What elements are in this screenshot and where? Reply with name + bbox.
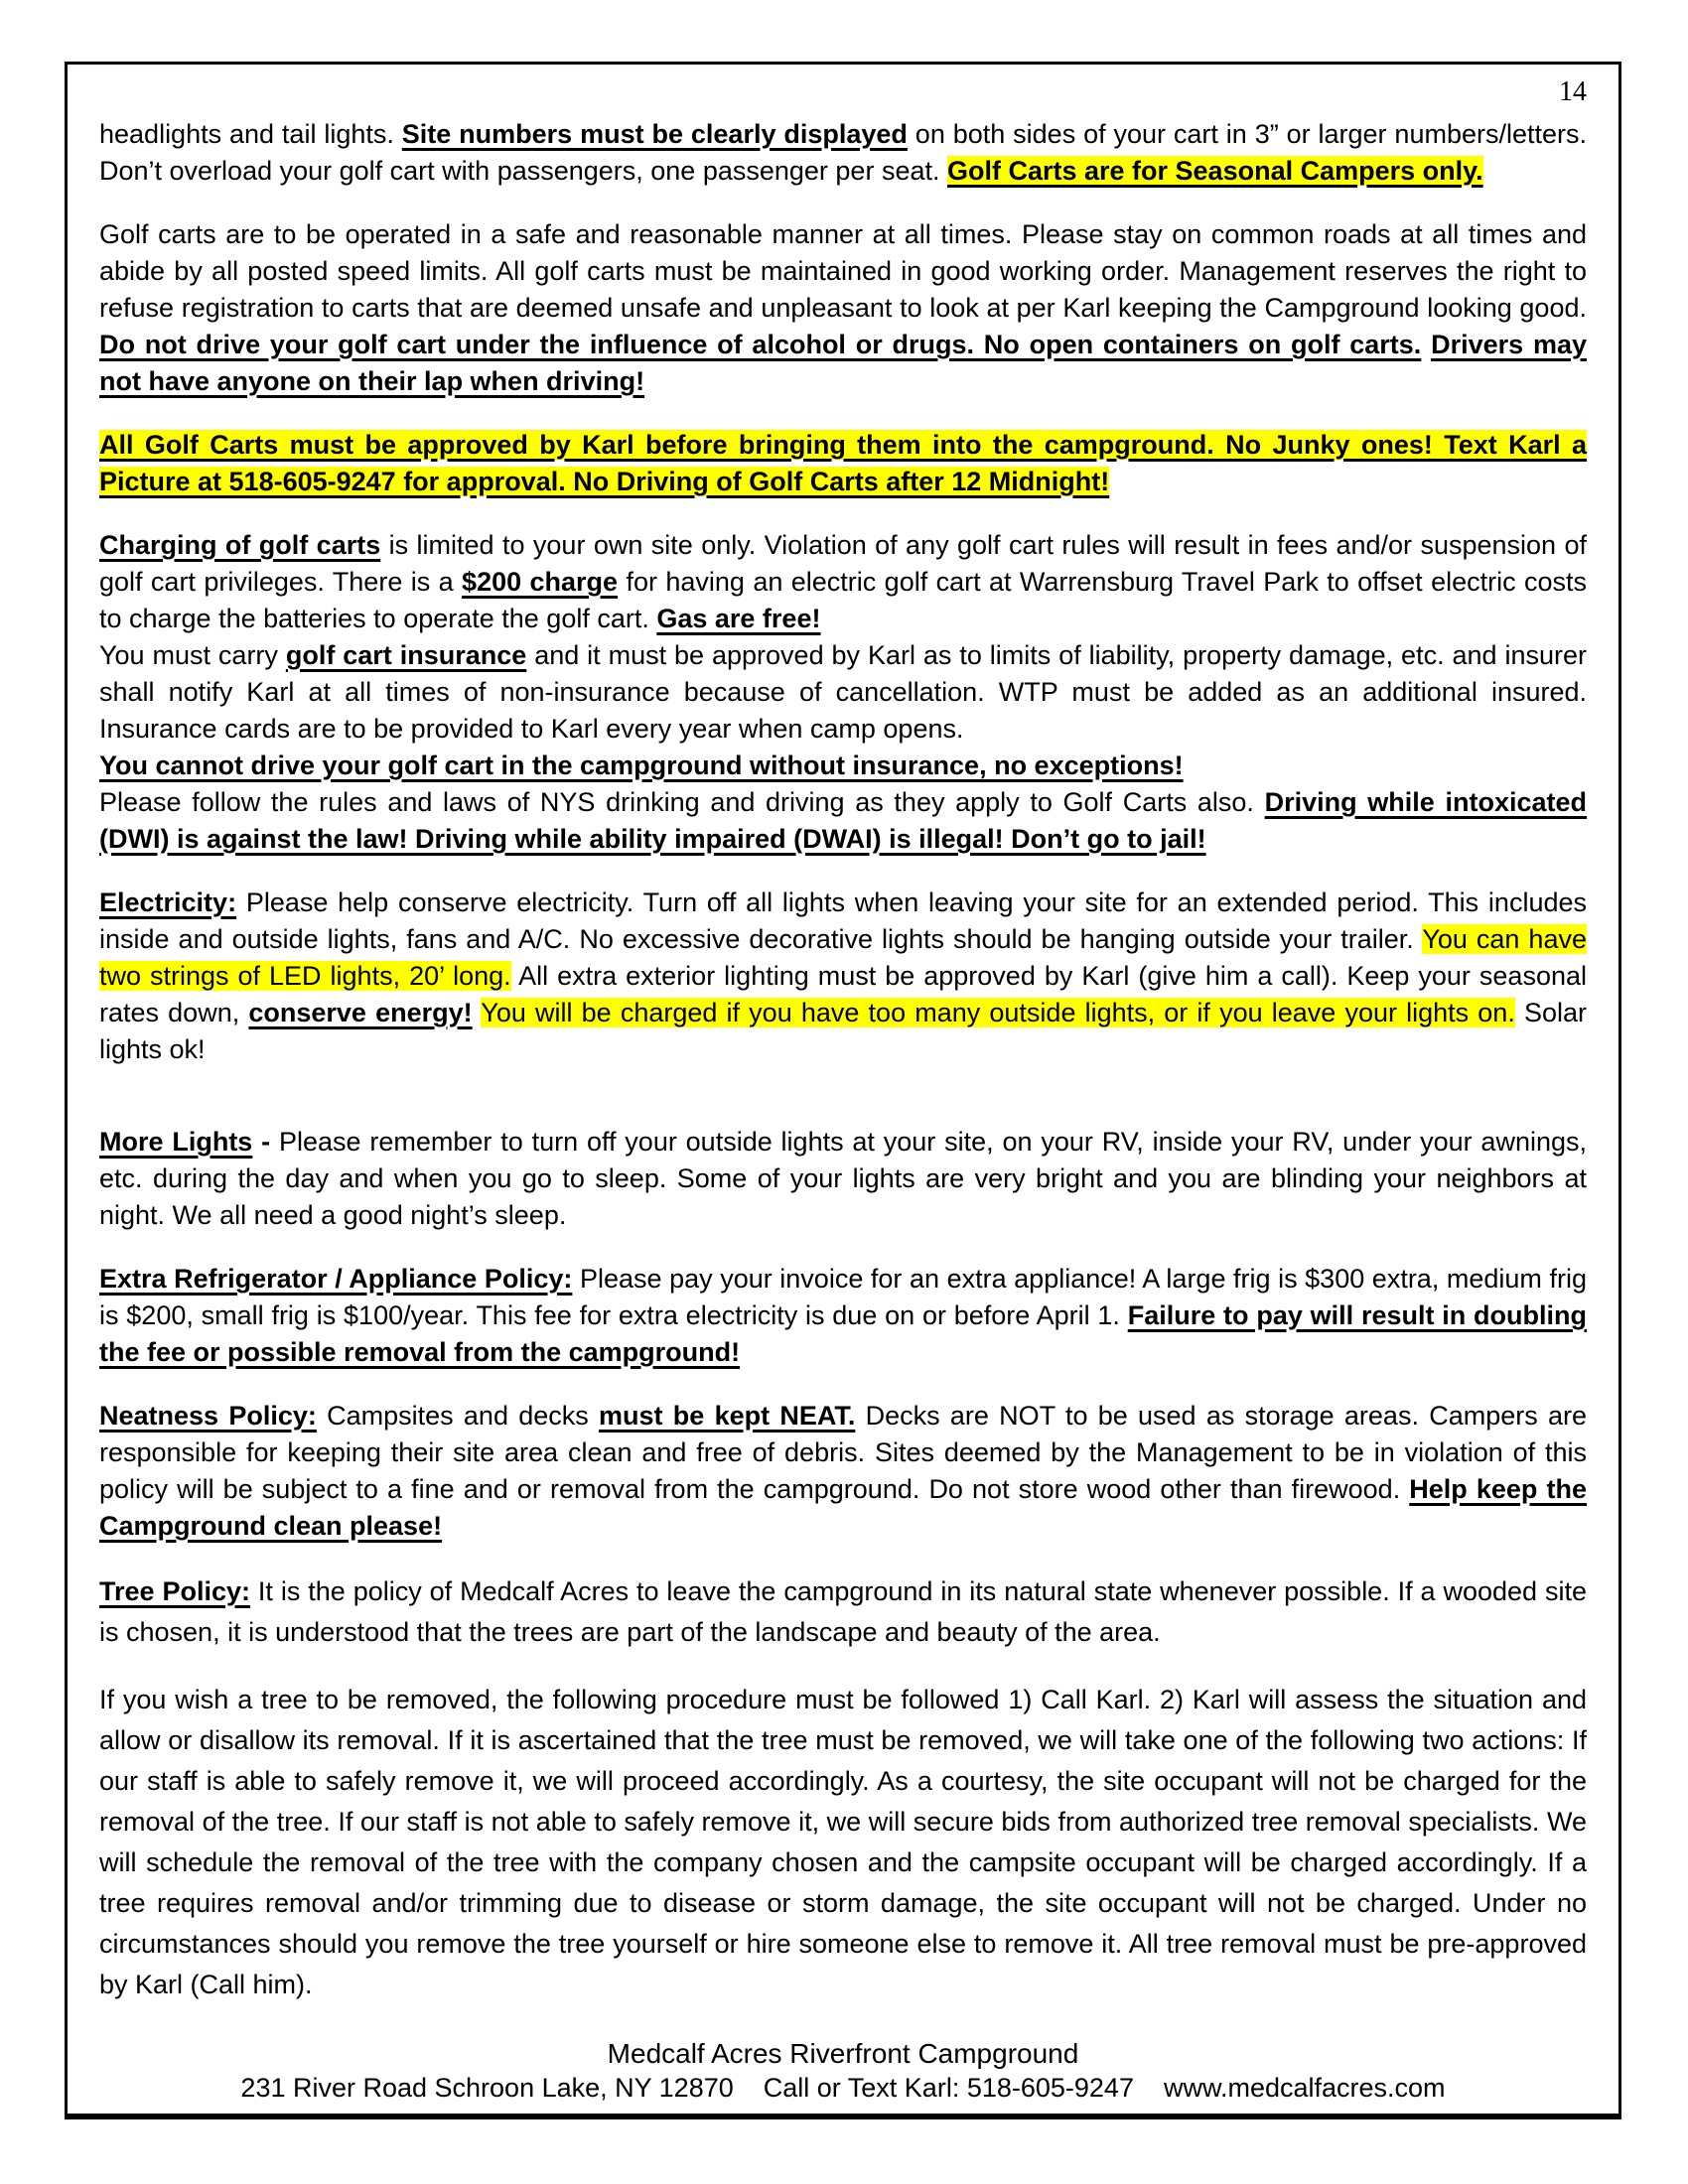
text-run: and it must be approved by Karl as to limits of liability, property damage, etc. and insurer shall notify Karl at all times of non-insurance because of cancellation. WTP must be added as an additional insured. Insurance cards are to be provided to Karl every year when camp opens. (99, 640, 1588, 744)
paragraph-golf-cart-approval-notice (99, 427, 1587, 500)
text-run: It is the policy of Medcalf Acres to leave the campground in its natural state whenever possible. If a wooded site is chosen, it is understood that the trees are part of the landscape and beauty of the area. (99, 1576, 1587, 1647)
text-run: - (252, 1127, 279, 1157)
text-run: You must carry (99, 640, 286, 670)
footer-phone: Call or Text Karl: 518-605-9247 (763, 2073, 1134, 2103)
text-run: on both sides of your cart in 3” or larger numbers/letters. Don’t overload your golf cart with passengers, one passenger per seat. (99, 119, 1588, 186)
paragraph-charging-policy (99, 527, 1587, 637)
text-run: is limited to your own site only. Violation of any golf cart rules will result in fees and/or suspension of golf cart privileges. There is a (99, 530, 1587, 597)
text-run: More Lights (99, 1127, 253, 1157)
text-run: Site numbers must be clearly displayed (401, 119, 908, 149)
text-run: Golf Carts are for Seasonal Campers only. (946, 156, 1483, 186)
text-run: Please pay your invoice for an extra appliance! A large frig is $300 extra, medium frig is $200, small frig is $100/year. This fee for extra electricity is due on or before April 1. (99, 1264, 1587, 1330)
paragraph-dwi-warning (99, 784, 1587, 858)
text-run: You can have two strings of LED lights, 20’ long. (99, 924, 1587, 991)
text-run: Drivers may not have anyone on their lap when driving! (99, 330, 1587, 396)
text-run: All extra exterior lighting must be approved by Karl (give him a call). Keep your seasonal rates down, (99, 961, 1587, 1027)
text-run: conserve energy! (248, 998, 473, 1027)
text-run: must be kept NEAT. (599, 1401, 856, 1431)
paragraph-golf-cart-continuation (99, 116, 1587, 190)
footer-contact-line (68, 2072, 1618, 2104)
text-run: Extra Refrigerator / Appliance Policy: (99, 1264, 573, 1294)
text-run: Please follow the rules and laws of NYS drinking and driving as they apply to Golf Carts also. (99, 787, 1265, 817)
text-run: If you wish a tree to be removed, the following procedure must be followed 1) Call Karl. 2) Karl will assess the situation and allow or disallow its removal. If it is ascertained that the tree must be removed, we will take one of the following two actions: If our staff is able to safely remove it, we will proceed accordingly. As a courtesy, the site occupant will not be charged for the removal of the tree. If our staff is not able to safely remove it, we will secure bids from authorized tree removal specialists. We will schedule the removal of the tree with the company chosen and the campsite occupant will be charged accordingly. If a tree requires removal and/or trimming due to disease or storm damage, the site occupant will not be charged. Under no circumstances should you remove the tree yourself or hire someone else to remove it. All tree removal must be pre-approved by Karl (Call him). (99, 1685, 1587, 1999)
text-run: You will be charged if you have too many outside lights, or if you leave your lights on. (481, 998, 1515, 1027)
paragraph-more-lights-policy (99, 1124, 1587, 1234)
text-run: Help keep the Campground clean please! (99, 1474, 1587, 1541)
text-run: All Golf Carts must be approved by Karl before bringing them into the campground. No Junky ones! Text Karl a Picture at 518-605-9247 for approval. No Driving of Golf Carts after 12 Midnight! (99, 430, 1587, 496)
page-number: 14 (1559, 76, 1587, 107)
footer-address: 231 River Road Schroon Lake, NY 12870 (240, 2073, 734, 2103)
paragraph-appliance-policy (99, 1261, 1587, 1371)
paragraph-neatness-policy (99, 1398, 1587, 1545)
text-run: $200 charge (462, 567, 619, 597)
text-run: Do not drive your golf cart under the influence of alcohol or drugs. No open containers on golf carts. (99, 330, 1422, 359)
footer-website: www.medcalfacres.com (1163, 2073, 1446, 2103)
text-run: Electricity: (99, 887, 237, 917)
text-run (1421, 330, 1431, 359)
text-run: Please remember to turn off your outside lights at your site, on your RV, inside your RV, under your awnings, etc. during the day and when you go to sleep. Some of your lights are very bright and you are blinding your neighbors at night. We all need a good night’s sleep. (99, 1127, 1587, 1230)
page-border-frame (65, 62, 1621, 2119)
text-run: Neatness Policy: (99, 1401, 317, 1431)
text-run: Solar lights ok! (99, 998, 1588, 1064)
paragraph-tree-removal-procedure (99, 1680, 1587, 2005)
text-run: Charging of golf carts (99, 530, 381, 560)
text-run: Failure to pay will result in doubling the fee or possible removal from the campground! (99, 1300, 1588, 1367)
text-run: You cannot drive your golf cart in the campground without insurance, no exceptions! (99, 751, 1184, 780)
text-run: Tree Policy: (99, 1576, 250, 1606)
text-run: Please help conserve electricity. Turn off all lights when leaving your site for an extended period. This includes inside and outside lights, fans and A/C. No excessive decorative lights should be hanging outside your trailer. (99, 887, 1587, 954)
text-run: Driving while intoxicated (DWI) is against the law! Driving while ability impaired (DWAI) is illegal! Don’t go to jail! (99, 787, 1587, 854)
text-run (473, 998, 482, 1027)
text-run: Decks are NOT to be used as storage areas. Campers are responsible for keeping their site area clean and free of debris. Sites deemed by the Management to be in violation of this policy will be subject to a fine and or removal from the campground. Do not store wood other than firewood. (99, 1401, 1588, 1504)
paragraph-insurance-requirement (99, 637, 1587, 748)
paragraph-no-insurance-warning (99, 748, 1587, 784)
footer-campground-name: Medcalf Acres Riverfront Campground (607, 2038, 1079, 2069)
text-run: Golf carts are to be operated in a safe and reasonable manner at all times. Please stay on common roads at all times and abide by all posted speed limits. All golf carts must be maintained in good working order. Management reserves the right to refuse registration to carts that are deemed unsafe and unpleasant to look at per Karl keeping the Campground looking good. (99, 219, 1587, 323)
text-run: Campsites and decks (316, 1401, 600, 1431)
text-run: headlights and tail lights. (99, 119, 402, 149)
page-footer (68, 2037, 1618, 2104)
paragraph-tree-policy (99, 1571, 1587, 1653)
paragraph-electricity-policy (99, 885, 1587, 1068)
paragraph-golf-cart-operation (99, 216, 1587, 400)
text-run: golf cart insurance (285, 640, 527, 670)
text-run: Gas are free! (656, 604, 821, 633)
text-run: for having an electric golf cart at Warrensburg Travel Park to offset electric costs to charge the batteries to operate the golf cart. (99, 567, 1588, 633)
